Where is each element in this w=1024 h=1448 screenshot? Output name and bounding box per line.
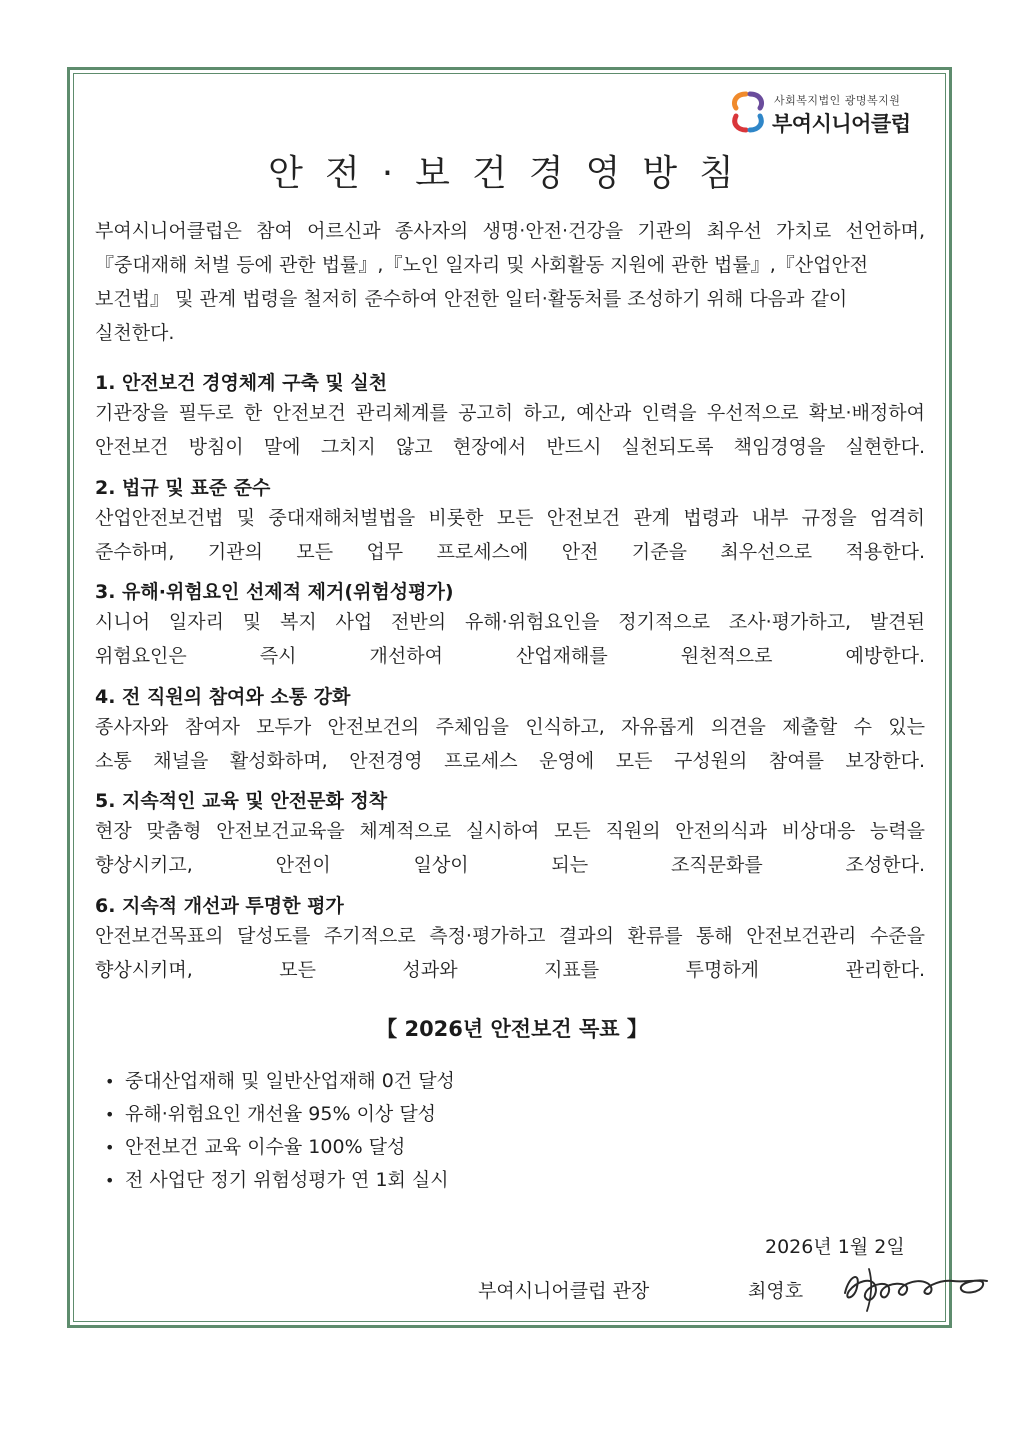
intro-line: 실천한다. (95, 322, 175, 344)
goal-text: 전 사업단 정기 위험성평가 연 1회 실시 (125, 1169, 449, 1191)
bullet-icon: • (105, 1105, 115, 1124)
section-line: 향상시키며, 모든 성과와 지표를 투명하게 관리한다. (95, 959, 925, 981)
section-line: 현장 맞춤형 안전보건교육을 체계적으로 실시하여 모든 직원의 안전의식과 비상대응 능력을 (95, 820, 925, 842)
goal-text: 안전보건 교육 이수율 100% 달성 (125, 1136, 406, 1158)
organization-logo (728, 88, 928, 140)
section-line: 안전보건목표의 달성도를 주기적으로 측정·평가하고 결과의 환류를 통해 안전보건관리 수준을 (95, 925, 925, 947)
section-line: 준수하며, 기관의 모든 업무 프로세스에 안전 기준을 최우선으로 적용한다. (95, 541, 925, 563)
intro-paragraph (95, 214, 925, 350)
bullet-icon: • (105, 1171, 115, 1190)
signer-name: 최영호 (748, 1280, 804, 1302)
goals-list (105, 1065, 455, 1197)
document-date: 2026년 1월 2일 (765, 1236, 905, 1258)
logo-org-name: 부여시니어클럽 (772, 112, 911, 136)
section-heading-5: 5. 지속적인 교육 및 안전문화 정착 (95, 790, 388, 812)
intro-line: 부여시니어클럽은 참여 어르신과 종사자의 생명·안전·건강을 기관의 최우선 가치로 선언하며, (95, 220, 925, 242)
section-heading-2: 2. 법규 및 표준 준수 (95, 477, 271, 499)
section-line: 종사자와 참여자 모두가 안전보건의 주체임을 인식하고, 자유롭게 의견을 제출할 수 있는 (95, 716, 925, 738)
signer-title: 부여시니어클럽 관장 (478, 1280, 650, 1302)
bullet-icon: • (105, 1072, 115, 1091)
section-line: 기관장을 필두로 한 안전보건 관리체계를 공고히 하고, 예산과 인력을 우선적으로 확보·배정하여 (95, 402, 925, 424)
section-heading-4: 4. 전 직원의 참여와 소통 강화 (95, 686, 351, 708)
goal-text: 유해·위험요인 개선율 95% 이상 달성 (125, 1103, 437, 1125)
logo-icon (728, 90, 768, 134)
section-body-4 (95, 710, 925, 778)
section-heading-6: 6. 지속적 개선과 투명한 평가 (95, 895, 344, 917)
section-body-5 (95, 814, 925, 882)
section-line: 소통 채널을 활성화하며, 안전경영 프로세스 운영에 모든 구성원의 참여를 보장한다. (95, 750, 925, 772)
bullet-icon: • (105, 1138, 115, 1157)
goal-item (105, 1164, 455, 1197)
goals-title: 【 2026년 안전보건 목표 】 (376, 1017, 648, 1041)
goal-item (105, 1131, 455, 1164)
section-body-1 (95, 396, 925, 464)
section-line: 시니어 일자리 및 복지 사업 전반의 유해·위험요인을 정기적으로 조사·평가하고, 발견된 (95, 611, 925, 633)
intro-line: 보건법』 및 관계 법령을 철저히 준수하여 안전한 일터·활동처를 조성하기 위해 다음과 같이 (95, 288, 848, 310)
section-body-6 (95, 919, 925, 987)
logo-org-small: 사회복지법인 광명복지원 (774, 94, 901, 107)
section-line: 향상시키고, 안전이 일상이 되는 조직문화를 조성한다. (95, 854, 925, 876)
goal-item (105, 1065, 455, 1098)
section-heading-3: 3. 유해·위험요인 선제적 제거(위험성평가) (95, 581, 454, 603)
section-body-2 (95, 501, 925, 569)
handwritten-signature (835, 1255, 995, 1315)
section-line: 위험요인은 즉시 개선하여 산업재해를 원천적으로 예방한다. (95, 645, 925, 667)
section-line: 산업안전보건법 및 중대재해처벌법을 비롯한 모든 안전보건 관계 법령과 내부 규정을 엄격히 (95, 507, 925, 529)
section-heading-1: 1. 안전보건 경영체계 구축 및 실천 (95, 372, 388, 394)
page-title: 안전·보건경영방침 (268, 153, 756, 194)
goal-item (105, 1098, 455, 1131)
goal-text: 중대산업재해 및 일반산업재해 0건 달성 (125, 1070, 455, 1092)
intro-line: 『중대재해 처벌 등에 관한 법률』,『노인 일자리 및 사회활동 지원에 관한 법률』,『산업안전 (95, 254, 869, 276)
section-line: 안전보건 방침이 말에 그치지 않고 현장에서 반드시 실천되도록 책임경영을 실현한다. (95, 436, 925, 458)
section-body-3 (95, 605, 925, 673)
